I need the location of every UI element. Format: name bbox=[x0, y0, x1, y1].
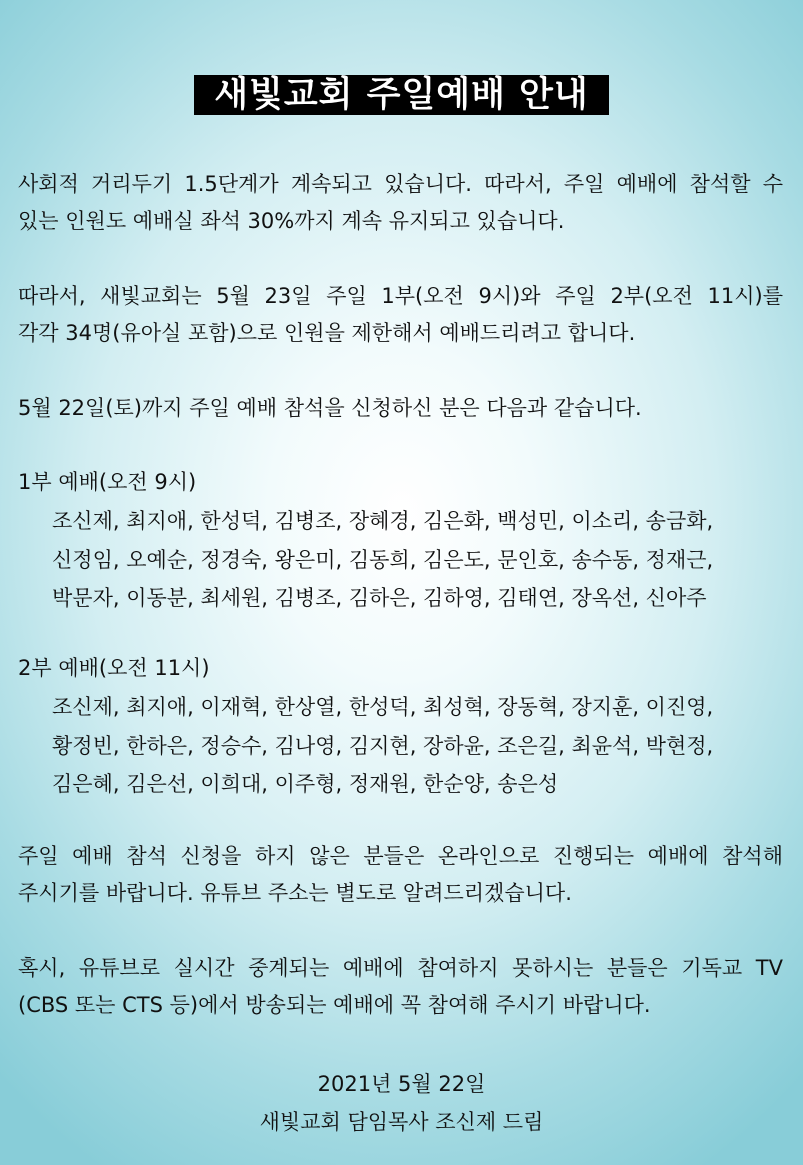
names-line: 신정임, 오예순, 정경숙, 왕은미, 김동희, 김은도, 문인호, 송수동, 정재근, bbox=[52, 547, 714, 572]
service1-names bbox=[52, 502, 772, 618]
paragraph-line: 주일 예배 참석 신청을 하지 않은 분들은 온라인으로 진행되는 예배에 참석해 bbox=[18, 844, 783, 868]
paragraph-service-limit bbox=[18, 278, 783, 352]
paragraph-line: 혹시, 유튜브로 실시간 중계되는 예배에 참여하지 못하시는 분들은 기독교 TV bbox=[18, 956, 783, 980]
names-line: 박문자, 이동분, 최세원, 김병조, 김하은, 김하영, 김태연, 장옥선, 신아주 bbox=[52, 586, 707, 610]
title-area bbox=[0, 75, 803, 115]
paragraph-registrants-intro bbox=[18, 390, 783, 427]
paragraph-tv-broadcast bbox=[18, 950, 783, 1024]
notice-signature: 새빛교회 담임목사 조신제 드림 bbox=[259, 1110, 544, 1134]
paragraph-line: 사회적 거리두기 1.5단계가 계속되고 있습니다. 따라서, 주일 예배에 참석할 수 bbox=[18, 172, 783, 196]
paragraph-line: 주시기를 바랍니다. 유튜브 주소는 별도로 알려드리겠습니다. bbox=[18, 881, 572, 905]
paragraph-distancing bbox=[18, 166, 783, 240]
paragraph-line: 5월 22일(토)까지 주일 예배 참석을 신청하신 분은 다음과 같습니다. bbox=[18, 396, 642, 420]
names-line: 김은혜, 김은선, 이희대, 이주형, 정재원, 한순양, 송은성 bbox=[52, 772, 559, 796]
paragraph-online-worship bbox=[18, 838, 783, 912]
paragraph-line: 각각 34명(유아실 포함)으로 인원을 제한해서 예배드리려고 합니다. bbox=[18, 321, 636, 345]
names-line: 조신제, 최지애, 한성덕, 김병조, 장혜경, 김은화, 백성민, 이소리, 송금화, bbox=[52, 509, 714, 533]
service2-heading: 2부 예배(오전 11시) bbox=[18, 656, 210, 680]
service1-heading: 1부 예배(오전 9시) bbox=[18, 470, 197, 494]
paragraph-line: (CBS 또는 CTS 등)에서 방송되는 예배에 꼭 참여해 주시기 바랍니다. bbox=[18, 993, 651, 1017]
service2-names bbox=[52, 688, 772, 804]
paragraph-line: 따라서, 새빛교회는 5월 23일 주일 1부(오전 9시)와 주일 2부(오전 11시)를 bbox=[18, 284, 783, 308]
names-line: 황정빈, 한하은, 정승수, 김나영, 김지현, 장하윤, 조은길, 최윤석, 박현정, bbox=[52, 733, 714, 758]
notice-title: 새빛교회 주일예배 안내 bbox=[194, 75, 608, 115]
names-line: 조신제, 최지애, 이재혁, 한상열, 한성덕, 최성혁, 장동혁, 장지훈, 이진영, bbox=[52, 695, 714, 719]
notice-date: 2021년 5월 22일 bbox=[317, 1072, 486, 1096]
paragraph-line: 있는 인원도 예배실 좌석 30%까지 계속 유지되고 있습니다. bbox=[18, 209, 565, 233]
